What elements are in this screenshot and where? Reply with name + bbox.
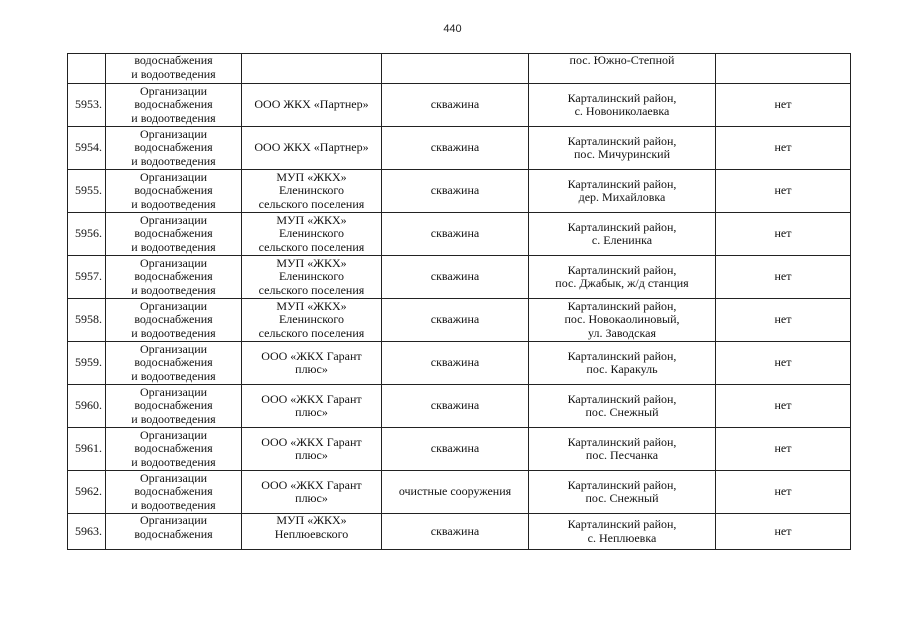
organization-name-cell [242, 428, 382, 471]
object-type-cell [382, 84, 529, 127]
organization-type-line: водоснабжения [134, 484, 213, 499]
organization-name-line: ООО «ЖКХ Гарант [261, 477, 362, 492]
object-type-cell [382, 514, 529, 550]
registry-table-body [68, 54, 851, 550]
row-number: 5954. [75, 140, 102, 155]
address-cell [529, 514, 716, 550]
object-type-cell [382, 385, 529, 428]
organization-name-cell [242, 299, 382, 342]
note-value: нет [774, 523, 792, 538]
organization-name-line: сельского поселения [258, 239, 365, 254]
address-cell [529, 84, 716, 127]
organization-type-line: Организации [139, 298, 208, 313]
organization-type-line: водоснабжения [134, 441, 213, 456]
row-number: 5957. [75, 269, 102, 284]
organization-type-line: и водоотведения [131, 368, 216, 383]
organization-type-line: и водоотведения [131, 325, 216, 340]
organization-name-cell [242, 84, 382, 127]
row-number: 5963. [75, 523, 102, 538]
organization-type-line: водоснабжения [134, 355, 213, 370]
address-line: дер. Михайловка [578, 190, 666, 204]
object-type: скважина [430, 355, 480, 370]
address-line: Карталинский район, [567, 262, 677, 277]
organization-type-cell [106, 127, 242, 170]
organization-name-line: МУП «ЖКХ» [276, 169, 347, 184]
object-type: скважина [430, 97, 480, 112]
organization-type-line: и водоотведения [131, 454, 216, 469]
organization-name-line: ООО ЖКХ «Партнер» [254, 97, 369, 112]
address-line: пос. Снежный [585, 491, 659, 505]
organization-type-line: водоснабжения [134, 398, 213, 413]
table-row [68, 127, 851, 170]
organization-name-line: МУП «ЖКХ» [276, 298, 347, 313]
address-cell [529, 342, 716, 385]
organization-type-cell [106, 342, 242, 385]
organization-type-line: и водоотведения [131, 153, 216, 168]
organization-type-line: Организации [139, 212, 208, 227]
row-number-cell [68, 471, 106, 514]
note-value: нет [774, 226, 792, 241]
table-row [68, 170, 851, 213]
organization-name-line: плюс» [295, 491, 328, 505]
object-type: скважина [430, 140, 480, 155]
address-line: пос. Мичуринский [573, 147, 671, 161]
object-type-cell [382, 256, 529, 299]
note-value: нет [774, 312, 792, 327]
organization-name-line: МУП «ЖКХ» [276, 212, 347, 227]
address-line: Карталинский район, [567, 176, 677, 191]
table-row [68, 514, 851, 550]
table-row [68, 471, 851, 514]
table-row [68, 256, 851, 299]
address-cell [529, 428, 716, 471]
address-line: пос. Джабык, ж/д станция [555, 276, 689, 290]
organization-type-line: Организации [139, 427, 208, 442]
organization-type-line: и водоотведения [131, 282, 216, 297]
organization-type-line: Организации [139, 513, 208, 527]
object-type: скважина [430, 226, 480, 241]
row-number-cell [68, 299, 106, 342]
note-cell [716, 471, 851, 514]
organization-type-line: Организации [139, 169, 208, 184]
organization-name-line: плюс» [295, 405, 328, 419]
organization-type-cell [106, 385, 242, 428]
organization-type-line: и водоотведения [131, 411, 216, 426]
object-type-cell [382, 54, 529, 84]
address-line: Карталинский район, [567, 298, 677, 313]
organization-type-cell [106, 170, 242, 213]
object-type: очистные сооружения [398, 484, 512, 499]
address-line: с. Новониколаевка [574, 104, 670, 118]
address-line: Карталинский район, [567, 90, 677, 105]
address-line: пос. Южно-Степной [569, 53, 675, 67]
organization-type-line: и водоотведения [131, 239, 216, 254]
organization-name-line: Еленинского [278, 269, 345, 284]
organization-type-line: Организации [139, 126, 208, 141]
note-value: нет [774, 441, 792, 456]
address-line: пос. Песчанка [585, 448, 659, 462]
note-cell [716, 213, 851, 256]
row-number-cell [68, 213, 106, 256]
organization-name-cell [242, 385, 382, 428]
note-value: нет [774, 140, 792, 155]
table-row [68, 213, 851, 256]
row-number-cell [68, 127, 106, 170]
organization-type-line: и водоотведения [131, 110, 216, 125]
row-number-cell [68, 170, 106, 213]
organization-type-line: Организации [139, 83, 208, 98]
object-type-cell [382, 471, 529, 514]
object-type: скважина [430, 398, 480, 413]
organization-type-cell [106, 514, 242, 550]
address-cell [529, 127, 716, 170]
organization-type-cell [106, 471, 242, 514]
organization-type-line: водоснабжения [134, 53, 213, 67]
row-number-cell [68, 54, 106, 84]
organization-name-line: ООО ЖКХ «Партнер» [254, 140, 369, 155]
organization-type-line: водоснабжения [134, 183, 213, 198]
organization-name-line: Еленинского [278, 226, 345, 241]
organization-type-line: Организации [139, 341, 208, 356]
organization-name-cell [242, 342, 382, 385]
object-type: скважина [430, 441, 480, 456]
note-cell [716, 428, 851, 471]
address-line: ул. Заводская [588, 325, 656, 340]
organization-type-line: водоснабжения [134, 226, 213, 241]
address-line: пос. Снежный [585, 405, 659, 419]
row-number-cell [68, 385, 106, 428]
row-number-cell [68, 84, 106, 127]
registry-table [67, 53, 851, 550]
row-number: 5959. [75, 355, 102, 370]
note-cell [716, 514, 851, 550]
organization-name-cell [242, 471, 382, 514]
object-type-cell [382, 342, 529, 385]
organization-name-line: сельского поселения [258, 325, 365, 340]
organization-type-cell [106, 213, 242, 256]
address-line: Карталинский район, [567, 391, 677, 406]
organization-type-line: водоснабжения [134, 526, 213, 541]
table-row [68, 299, 851, 342]
table-row [68, 342, 851, 385]
object-type-cell [382, 170, 529, 213]
note-value: нет [774, 269, 792, 284]
organization-type-line: Организации [139, 470, 208, 485]
organization-name-cell [242, 256, 382, 299]
row-number-cell [68, 428, 106, 471]
address-line: Карталинский район, [567, 434, 677, 449]
organization-name-cell [242, 170, 382, 213]
row-number: 5960. [75, 398, 102, 413]
organization-type-cell [106, 428, 242, 471]
object-type: скважина [430, 523, 480, 538]
note-cell [716, 299, 851, 342]
organization-name-line: плюс» [295, 448, 328, 462]
organization-name-line: сельского поселения [258, 282, 365, 297]
address-cell [529, 299, 716, 342]
object-type-cell [382, 127, 529, 170]
row-number: 5955. [75, 183, 102, 198]
table-row [68, 84, 851, 127]
organization-name-line: сельского поселения [258, 196, 365, 211]
row-number: 5958. [75, 312, 102, 327]
organization-type-line: и водоотведения [131, 497, 216, 512]
object-type: скважина [430, 183, 480, 198]
organization-type-cell [106, 54, 242, 84]
note-cell [716, 342, 851, 385]
organization-type-line: водоснабжения [134, 97, 213, 112]
object-type-cell [382, 213, 529, 256]
address-line: Карталинский район, [567, 477, 677, 492]
organization-type-line: и водоотведения [131, 66, 216, 81]
address-line: Карталинский район, [567, 517, 677, 531]
organization-type-cell [106, 84, 242, 127]
address-line: с. Еленинка [591, 233, 653, 247]
address-line: пос. Каракуль [586, 362, 658, 376]
organization-name-line: Неплюевского [274, 526, 349, 541]
organization-name-line: ООО «ЖКХ Гарант [261, 434, 362, 449]
organization-type-cell [106, 256, 242, 299]
address-line: пос. Новокаолиновый, [564, 312, 680, 327]
organization-name-line: ООО «ЖКХ Гарант [261, 348, 362, 363]
row-number-cell [68, 342, 106, 385]
note-cell [716, 84, 851, 127]
note-value: нет [774, 183, 792, 198]
organization-name-cell [242, 514, 382, 550]
object-type: скважина [430, 269, 480, 284]
organization-type-cell [106, 299, 242, 342]
table-row-continued [68, 54, 851, 84]
address-line: Карталинский район, [567, 348, 677, 363]
address-cell [529, 54, 716, 84]
object-type-cell [382, 428, 529, 471]
organization-type-line: водоснабжения [134, 312, 213, 327]
row-number: 5961. [75, 441, 102, 456]
address-line: Карталинский район, [567, 133, 677, 148]
note-value: нет [774, 484, 792, 499]
note-cell [716, 385, 851, 428]
note-cell [716, 170, 851, 213]
page-number: 440 [443, 23, 462, 35]
organization-name-cell [242, 54, 382, 84]
row-number: 5962. [75, 484, 102, 499]
address-cell [529, 170, 716, 213]
row-number: 5956. [75, 226, 102, 241]
organization-name-cell [242, 127, 382, 170]
object-type-cell [382, 299, 529, 342]
object-type: скважина [430, 312, 480, 327]
organization-type-line: Организации [139, 384, 208, 399]
organization-type-line: Организации [139, 255, 208, 270]
organization-type-line: водоснабжения [134, 140, 213, 155]
note-cell [716, 127, 851, 170]
address-cell [529, 385, 716, 428]
note-cell [716, 54, 851, 84]
address-cell [529, 256, 716, 299]
note-value: нет [774, 97, 792, 112]
organization-type-line: водоснабжения [134, 269, 213, 284]
organization-type-line: и водоотведения [131, 196, 216, 211]
address-cell [529, 471, 716, 514]
organization-name-line: Еленинского [278, 183, 345, 198]
organization-name-cell [242, 213, 382, 256]
table-row [68, 385, 851, 428]
organization-name-line: МУП «ЖКХ» [276, 255, 347, 270]
row-number: 5953. [75, 97, 102, 112]
organization-name-line: Еленинского [278, 312, 345, 327]
organization-name-line: МУП «ЖКХ» [276, 513, 347, 527]
organization-name-line: ООО «ЖКХ Гарант [261, 391, 362, 406]
note-value: нет [774, 398, 792, 413]
address-line: с. Неплюевка [587, 530, 657, 545]
note-value: нет [774, 355, 792, 370]
address-cell [529, 213, 716, 256]
organization-name-line: плюс» [295, 362, 328, 376]
row-number-cell [68, 256, 106, 299]
address-line: Карталинский район, [567, 219, 677, 234]
table-row [68, 428, 851, 471]
row-number-cell [68, 514, 106, 550]
note-cell [716, 256, 851, 299]
